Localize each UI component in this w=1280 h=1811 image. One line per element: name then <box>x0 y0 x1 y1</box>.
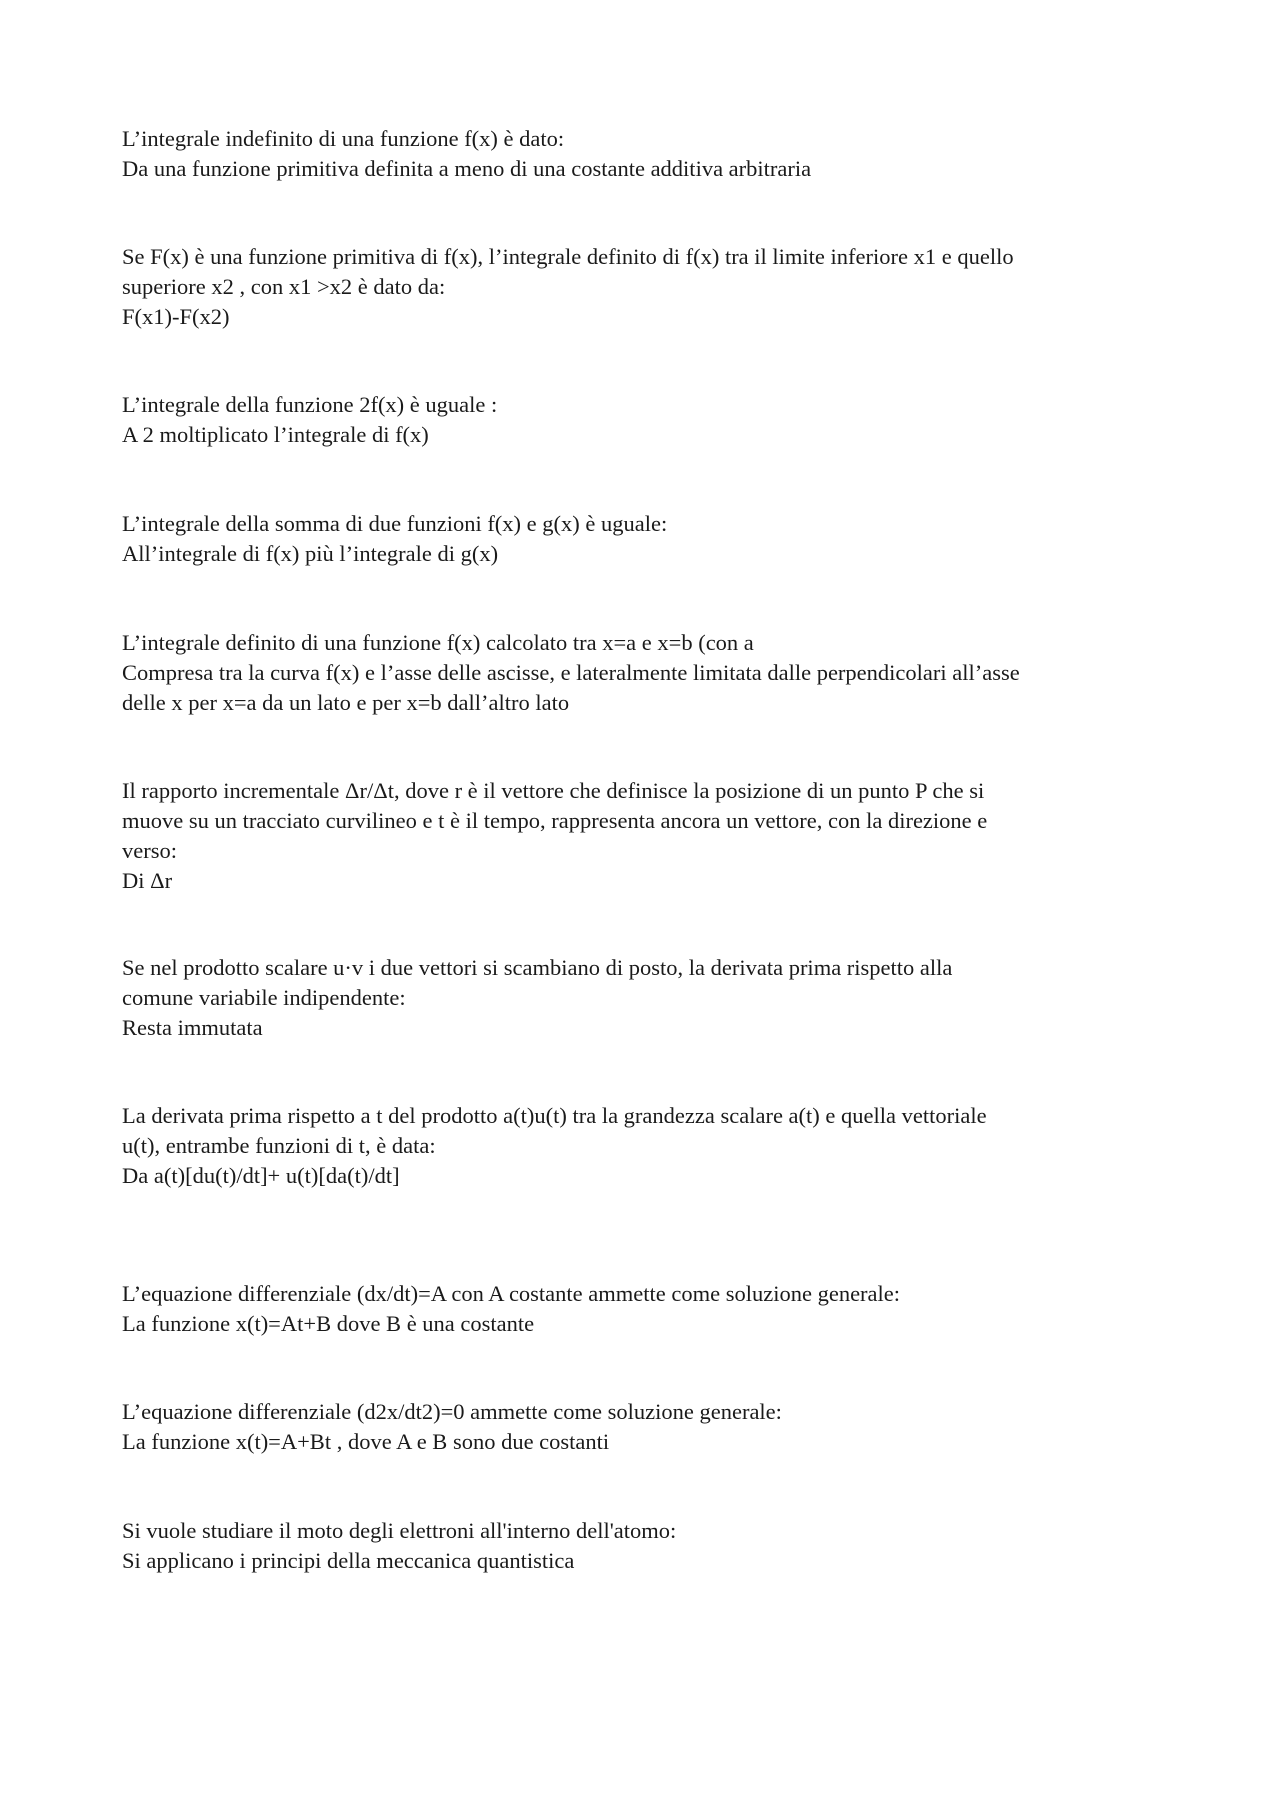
question-text: u(t), entrambe funzioni di t, è data: <box>122 1133 436 1158</box>
question-text: Si vuole studiare il moto degli elettroni all'interno dell'atomo: <box>122 1518 677 1543</box>
question-text: comune variabile indipendente: <box>122 985 406 1010</box>
question-text: muove su un tracciato curvilineo e t è il tempo, rappresenta ancora un vettore, con la direzione e <box>122 808 988 833</box>
question-text: Se F(x) è una funzione primitiva di f(x), l’integrale definito di f(x) tra il limite inferiore x1 e quello <box>122 244 1014 269</box>
qa-block-incremental-ratio <box>122 776 1172 896</box>
answer-text: La funzione x(t)=A+Bt , dove A e B sono due costanti <box>122 1429 610 1454</box>
qa-block-definite-integral <box>122 242 1172 332</box>
qa-block-integral-2fx <box>122 390 1172 450</box>
qa-block-differential-equation-1 <box>122 1279 1172 1339</box>
qa-block-electron-motion <box>122 1516 1172 1576</box>
qa-block-differential-equation-2 <box>122 1397 1172 1457</box>
question-text: L’integrale indefinito di una funzione f(x) è dato: <box>122 126 565 151</box>
answer-text: F(x1)-F(x2) <box>122 304 230 329</box>
question-text: L’integrale della funzione 2f(x) è uguale : <box>122 392 498 417</box>
question-text: Il rapporto incrementale Δr/Δt, dove r è il vettore che definisce la posizione di un punto P che si <box>122 778 985 803</box>
answer-text: Resta immutata <box>122 1015 263 1040</box>
question-text: La derivata prima rispetto a t del prodotto a(t)u(t) tra la grandezza scalare a(t) e quella vettoriale <box>122 1103 987 1128</box>
question-text: L’integrale definito di una funzione f(x) calcolato tra x=a e x=b (con a <box>122 630 754 655</box>
question-text: Se nel prodotto scalare u·v i due vettori si scambiano di posto, la derivata prima rispetto alla <box>122 955 953 980</box>
question-text: L’integrale della somma di due funzioni f(x) e g(x) è uguale: <box>122 511 668 536</box>
answer-text: Di Δr <box>122 868 173 893</box>
qa-block-scalar-product <box>122 953 1172 1043</box>
answer-text: All’integrale di f(x) più l’integrale di g(x) <box>122 541 499 566</box>
question-text: verso: <box>122 838 177 863</box>
question-text: L’equazione differenziale (dx/dt)=A con A costante ammette come soluzione generale: <box>122 1281 901 1306</box>
answer-text: A 2 moltiplicato l’integrale di f(x) <box>122 422 429 447</box>
answer-text: Compresa tra la curva f(x) e l’asse delle ascisse, e lateralmente limitata dalle perpendicolari all’asse <box>122 660 1020 685</box>
question-text: L’equazione differenziale (d2x/dt2)=0 ammette come soluzione generale: <box>122 1399 782 1424</box>
qa-block-indefinite-integral <box>122 124 1172 184</box>
qa-block-product-derivative <box>122 1101 1172 1191</box>
answer-text: La funzione x(t)=At+B dove B è una costante <box>122 1311 535 1336</box>
answer-text: Da una funzione primitiva definita a meno di una costante additiva arbitraria <box>122 156 812 181</box>
qa-block-integral-sum <box>122 509 1172 569</box>
answer-text: Si applicano i principi della meccanica quantistica <box>122 1548 575 1573</box>
question-text: superiore x2 , con x1 >x2 è dato da: <box>122 274 446 299</box>
qa-block-definite-integral-area <box>122 628 1172 718</box>
answer-text: delle x per x=a da un lato e per x=b dall’altro lato <box>122 690 570 715</box>
answer-text: Da a(t)[du(t)/dt]+ u(t)[da(t)/dt] <box>122 1163 400 1188</box>
